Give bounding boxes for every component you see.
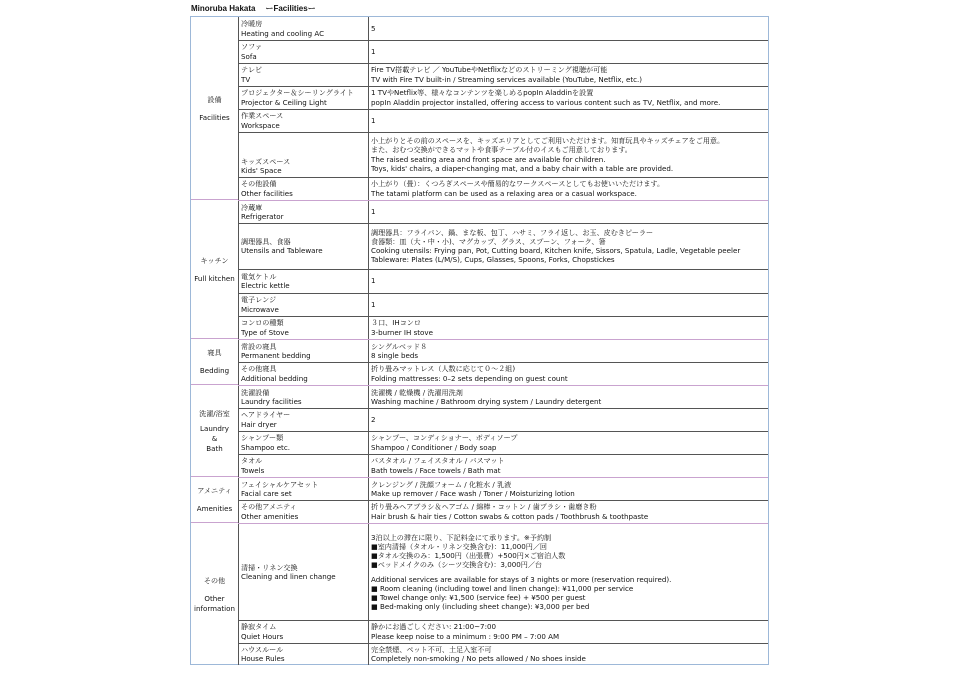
row-shampoo: シャンプー類 Shampoo etc. シャンプー、コンディショナー、ボディソープ Shampoo / Conditioner / Body soap xyxy=(238,431,768,455)
row-microwave: 電子レンジ Microwave 1 xyxy=(238,293,768,317)
row-house-rules: ハウスルール House Rules 完全禁煙、ペット不可、土足入室不可 Completely non-smoking / No pets allowed / No shoes inside xyxy=(238,643,768,665)
row-other-amenities: その他アメニティ Other amenities 折り畳みヘアブラシ＆ヘアゴム / 綿棒・コットン / 歯ブラシ・歯磨き粉 Hair brush & hair ties / Cotton swabs & cotton pads / Toothbrush & toothpaste xyxy=(238,500,768,524)
category-laundry-bath: 洗濯/浴室 Laundry & Bath xyxy=(199,408,230,453)
row-tv: テレビ TV Fire TV搭載テレビ ／ YouTubeやNetflixなどのストリーミング視聴が可能 TV with Fire TV built-in / Streaming services available (YouTube, Netflix, etc.) xyxy=(238,63,768,87)
row-permanent-bedding: 常設の寝具 Permanent bedding シングルベッド８ 8 single beds xyxy=(238,340,768,363)
row-quiet-hours: 静寂タイム Quiet Hours 静かにお過ごしください: 21:00~7:00 Please keep noise to a minimum : 9:00 PM – 7:00 AM xyxy=(238,620,768,644)
row-utensils: 調理器具、食器 Utensils and Tableware 調理器具：フライパン、鍋、まな板、包丁、ハサミ、フライ返し、お玉、皮むきピーラー 食器類：皿（大・中・小)、マグカップ、グラス、スプーン、フォーク、箸 Cooking utensils: Frying pan, Pot, Cutting board, Kitchen knife, Sissors, Spatula, Ladle, Vegetable peeler Tableware: Plates (L/M/S), Cups, Glasses, Spoons, Forks, Chopstickes xyxy=(238,223,768,270)
facilities-table xyxy=(190,16,769,665)
row-laundry-facilities: 洗濯設備 Laundry facilities 洗濯機 / 乾燥機 / 洗濯用洗剤 Washing machine / Bathroom drying system / Laundry detergent xyxy=(238,386,768,409)
category-kitchen: キッチン Full kitchen xyxy=(194,255,235,283)
row-towels: タオル Towels バスタオル / フェイスタオル / バスマット Bath towels / Face towels / Bath mat xyxy=(238,454,768,478)
row-projector: プロジェクター＆シーリングライト Projector & Ceiling Light 1 TVやNetflix等、様々なコンテンツを楽しめるpopIn Aladdinを設置 popIn Aladdin projector installed, offering access to various content such as TV, Netflix, and more. xyxy=(238,86,768,110)
row-kids-space: キッズスペース Kids' Space 小上がりとその前のスペースを、キッズエリアとしてご利用いただけます。知育玩具やキッズチェアをご用意。 また、おむつ交換ができるマットや食事テーブル付のイスもご用意しております。 The raised seating area and front space are available for children. Toys, kids' chairs, a diaper-changing mat, and a baby chair with a table are provided. xyxy=(238,132,768,178)
row-cleaning-linen: 清掃・リネン交換 Cleaning and linen change 3泊以上の滞在に限り、下記料金にて承ります。※予約制 ■室内清掃（タオル・リネン交換含む)：11,000円／回 ■タオル交換のみ：1,500円（出張費）+500円×ご宿泊人数 ■ベッドメイクのみ（シーツ交換含む)：3,000円／台 Additional services are available for stays of 3 nights or more (reservation required). ■ Room cleaning (including towel and linen change): ¥11,000 per service ■ Towel change only: ¥1,500 (service fee) + ¥500 per guest ■ Bed-making only (including sheet change): ¥3,000 per bed xyxy=(238,524,768,621)
category-other-information: その他 Other information xyxy=(194,575,235,613)
row-hair-dryer: ヘアドライヤー Hair dryer 2 xyxy=(238,408,768,432)
row-refrigerator: 冷蔵庫 Refrigerator 1 xyxy=(238,201,768,224)
row-stove: コンロの種類 Type of Stove ３口、IHコンロ 3-burner IH stove xyxy=(238,316,768,340)
category-facilities: 設備 Facilities xyxy=(199,94,230,122)
row-additional-bedding: その他寝具 Additional bedding 折り畳みマットレス（人数に応じて０～２組) Folding mattresses: 0–2 sets depending on guest count xyxy=(238,362,768,386)
document-title xyxy=(191,3,326,14)
property-name: Minoruba Hakata xyxy=(191,4,256,13)
row-electric-kettle: 電気ケトル Electric kettle 1 xyxy=(238,269,768,294)
row-workspace: 作業スペース Workspace 1 xyxy=(238,109,768,133)
row-facial-care-set: フェイシャルケアセット Facial care set クレンジング / 洗顔フォーム / 化粧水 / 乳液 Make up remover / Face wash / Toner / Moisturizing lotion xyxy=(238,478,768,501)
category-amenities: アメニティ Amenities xyxy=(196,486,233,513)
row-sofa: ソファ Sofa 1 xyxy=(238,40,768,64)
category-bedding: 寝具 Bedding xyxy=(199,348,230,375)
row-heating-ac: 冷暖房 Heating and cooling AC 5 xyxy=(238,17,768,41)
row-other-facilities: その他設備 Other facilities 小上がり（畳）：くつろぎスペースや簡易的なワークスペースとしてもお使いいただけます。 The tatami platform can be used as a relaxing area or a casual workspace. xyxy=(238,177,768,201)
section-title: ーFacilitiesー xyxy=(265,4,316,13)
